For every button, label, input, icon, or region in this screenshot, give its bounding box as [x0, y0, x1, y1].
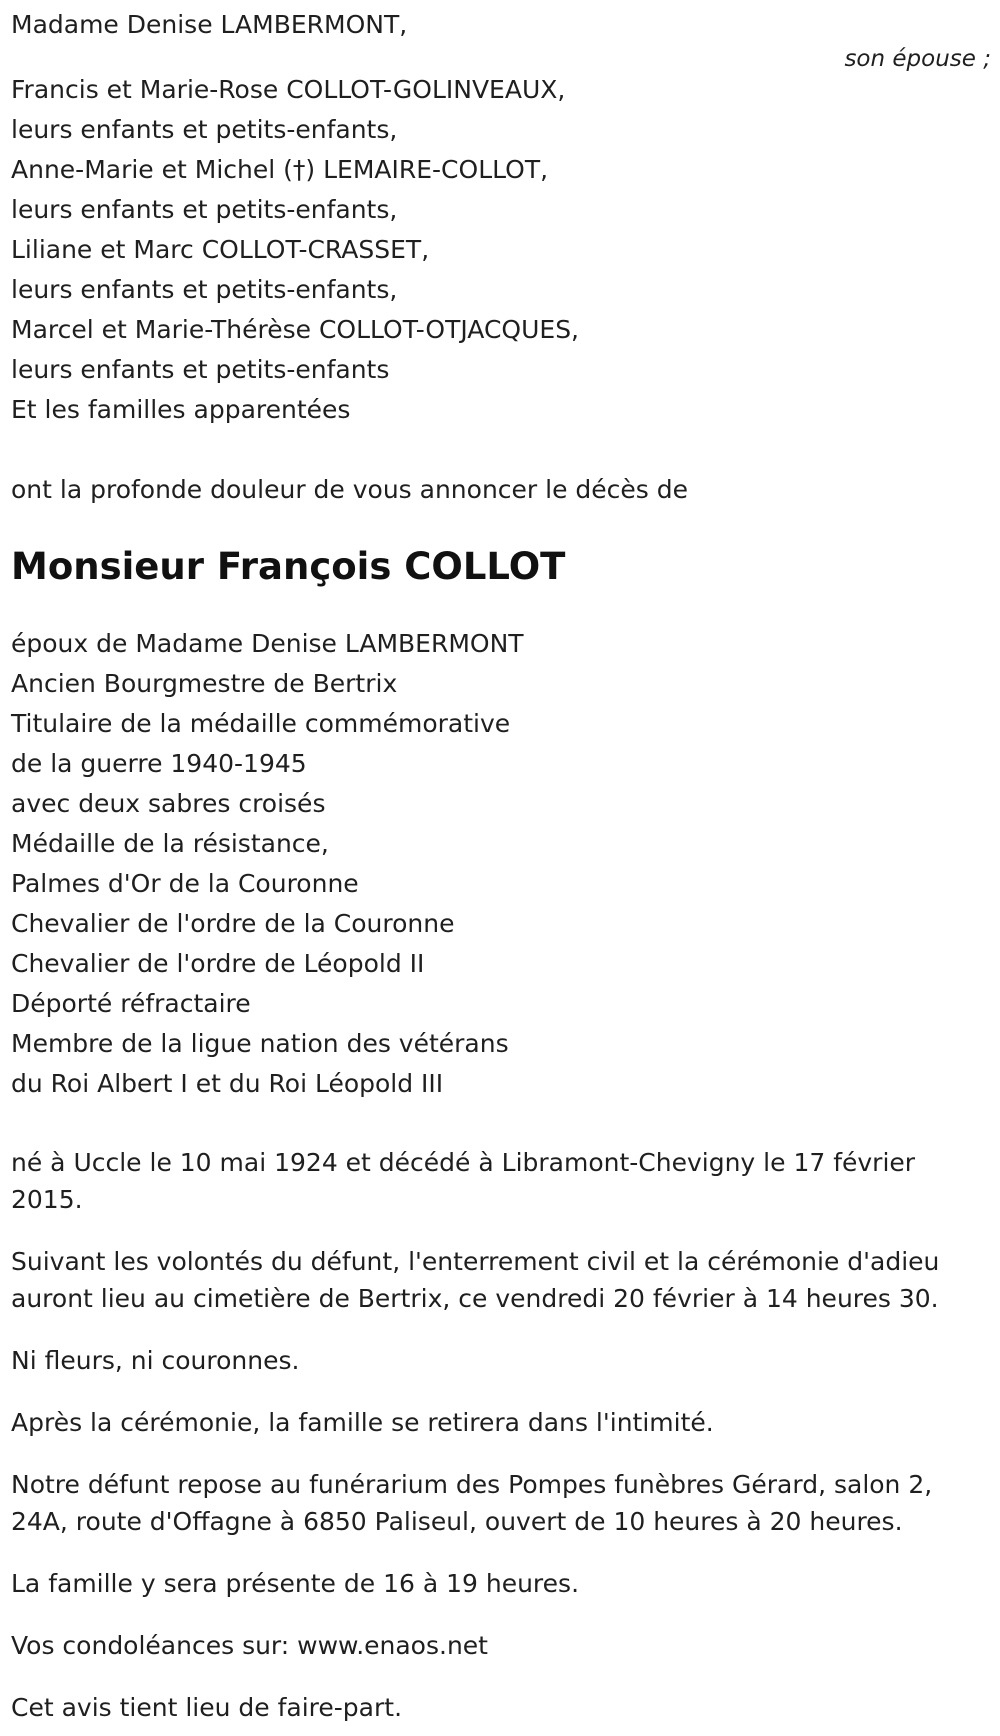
- title-line: Médaille de la résistance,: [11, 829, 329, 858]
- family-line: leurs enfants et petits-enfants,: [11, 195, 398, 224]
- family-line: leurs enfants et petits-enfants: [11, 355, 390, 384]
- after-ceremony-paragraph: Après la cérémonie, la famille se retirera dans l'intimité.: [11, 1408, 714, 1437]
- title-line: du Roi Albert I et du Roi Léopold III: [11, 1069, 444, 1098]
- condolences-paragraph: Vos condoléances sur: www.enaos.net: [11, 1631, 488, 1660]
- spouse-line: Madame Denise LAMBERMONT,: [11, 10, 408, 39]
- title-line: Chevalier de l'ordre de la Couronne: [11, 909, 455, 938]
- spouse-label: son épouse ;: [844, 46, 991, 72]
- flowers-paragraph: Ni fleurs, ni couronnes.: [11, 1346, 300, 1375]
- ceremony-paragraph: Suivant les volontés du défunt, l'enterrement civil et la cérémonie d'adieu auront lieu au cimetière de Bertrix, ce vendredi 20 février à 14 heures 30.: [11, 1247, 940, 1313]
- title-line: Palmes d'Or de la Couronne: [11, 869, 359, 898]
- title-line: époux de Madame Denise LAMBERMONT: [11, 629, 524, 658]
- obituary-notice: [11, 10, 991, 1736]
- details-section: [11, 1144, 991, 1726]
- family-line: leurs enfants et petits-enfants,: [11, 115, 398, 144]
- family-line: Anne-Marie et Michel (†) LEMAIRE-COLLOT,: [11, 155, 549, 184]
- titles-list: [11, 624, 991, 1104]
- family-line: leurs enfants et petits-enfants,: [11, 275, 398, 304]
- title-line: Ancien Bourgmestre de Bertrix: [11, 669, 398, 698]
- family-line: Marcel et Marie-Thérèse COLLOT-OTJACQUES,: [11, 315, 580, 344]
- family-line: Liliane et Marc COLLOT-CRASSET,: [11, 235, 430, 264]
- birth-death-paragraph: né à Uccle le 10 mai 1924 et décédé à Libramont-Chevigny le 17 février 2015.: [11, 1148, 916, 1214]
- title-line: Membre de la ligue nation des vétérans: [11, 1029, 509, 1058]
- title-line: Titulaire de la médaille commémorative: [11, 709, 511, 738]
- family-line: Francis et Marie-Rose COLLOT-GOLINVEAUX,: [11, 75, 566, 104]
- family-presence-paragraph: La famille y sera présente de 16 à 19 heures.: [11, 1569, 580, 1598]
- funeral-home-paragraph: Notre défunt repose au funérarium des Pompes funèbres Gérard, salon 2, 24A, route d'Offagne à 6850 Paliseul, ouvert de 10 heures à 20 heures.: [11, 1470, 933, 1536]
- notice-paragraph: Cet avis tient lieu de faire-part.: [11, 1693, 403, 1722]
- family-list: [11, 70, 991, 430]
- deceased-name: Monsieur François COLLOT: [11, 545, 566, 588]
- title-line: avec deux sabres croisés: [11, 789, 326, 818]
- title-line: Déporté réfractaire: [11, 989, 251, 1018]
- announcement-intro: ont la profonde douleur de vous annoncer le décès de: [11, 475, 689, 504]
- family-line: Et les familles apparentées: [11, 395, 351, 424]
- title-line: Chevalier de l'ordre de Léopold II: [11, 949, 425, 978]
- title-line: de la guerre 1940-1945: [11, 749, 307, 778]
